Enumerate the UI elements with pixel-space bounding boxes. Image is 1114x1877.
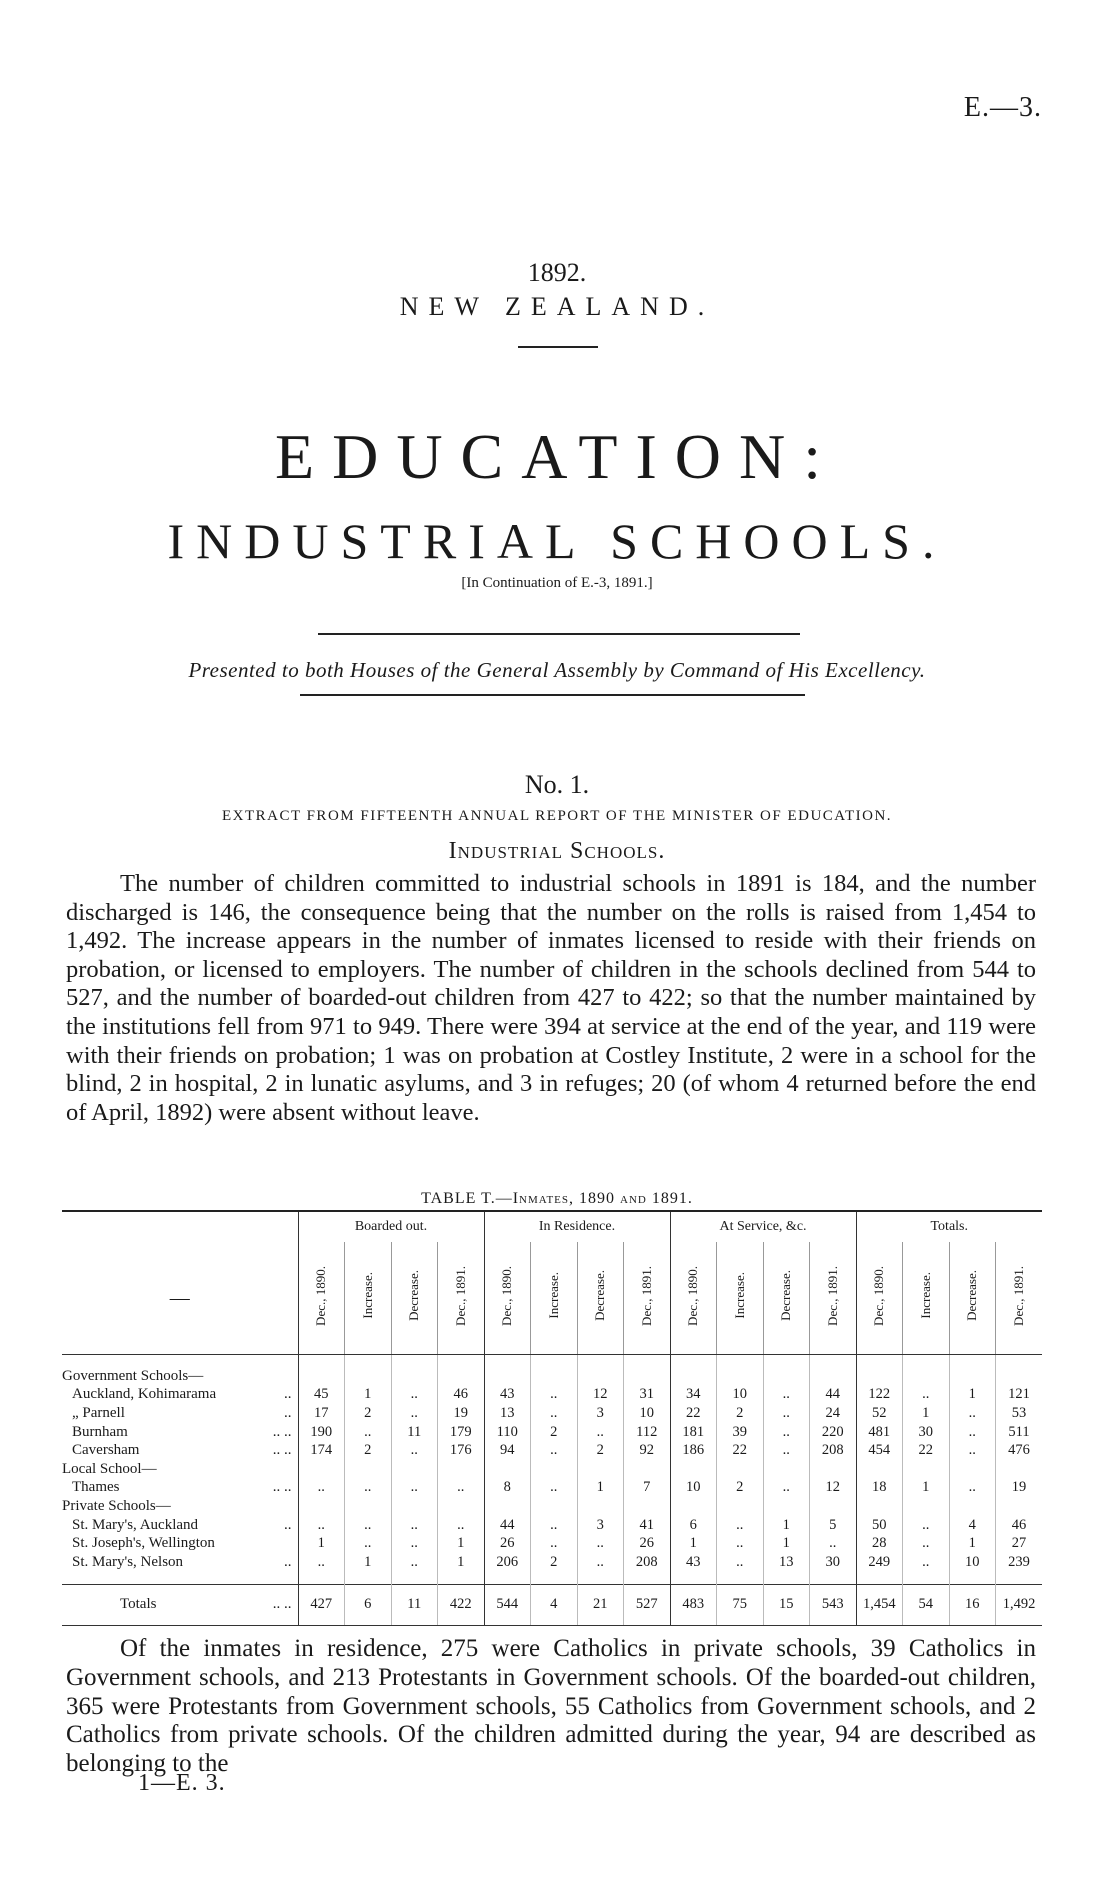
table-cell xyxy=(810,1497,857,1516)
table-cell: 483 xyxy=(670,1584,717,1625)
dot-leader: .. .. xyxy=(272,1596,292,1613)
column-header xyxy=(903,1242,950,1355)
table-cell xyxy=(949,1497,996,1516)
dot-leader: .. xyxy=(284,1553,292,1570)
dot-leader: .. .. xyxy=(272,1442,292,1459)
column-header xyxy=(298,1242,345,1355)
table-cell: .. xyxy=(763,1441,810,1460)
table-cell: .. xyxy=(531,1479,578,1498)
column-header-label: Decrease. xyxy=(406,1270,422,1321)
dot-leader: .. xyxy=(284,1404,292,1421)
table-cell: 7 xyxy=(624,1479,671,1498)
table-cell: 13 xyxy=(763,1553,810,1572)
row-label xyxy=(62,1460,298,1479)
table-row xyxy=(62,1441,1042,1460)
table-cell: 543 xyxy=(810,1584,857,1625)
table-cell xyxy=(438,1460,485,1479)
table-cell xyxy=(810,1367,857,1386)
table-row xyxy=(62,1404,1042,1423)
table-cell xyxy=(391,1497,438,1516)
table-cell: 220 xyxy=(810,1423,857,1442)
table-cell: .. xyxy=(577,1553,624,1572)
table-cell: .. xyxy=(298,1479,345,1498)
presentation-line: Presented to both Houses of the General Assembly by Command of His Excellency. xyxy=(188,658,926,682)
column-header-label: Increase. xyxy=(731,1272,747,1319)
table-cell: 8 xyxy=(484,1479,531,1498)
table-cell: .. xyxy=(949,1479,996,1498)
table-cell xyxy=(624,1497,671,1516)
table-cell: .. xyxy=(717,1534,764,1553)
table-cell: 206 xyxy=(484,1553,531,1572)
table-cell xyxy=(903,1497,950,1516)
table-cell: .. xyxy=(763,1404,810,1423)
table-cell: 476 xyxy=(996,1441,1043,1460)
table-cell: 176 xyxy=(438,1441,485,1460)
table-cell: 121 xyxy=(996,1386,1043,1405)
row-label-text: Government Schools— xyxy=(62,1367,204,1384)
table-cell: 44 xyxy=(484,1516,531,1535)
row-label-text: Private Schools— xyxy=(62,1497,171,1514)
table-cell: 10 xyxy=(624,1404,671,1423)
table-cell: 17 xyxy=(298,1404,345,1423)
table-cell xyxy=(484,1497,531,1516)
country: NEW ZEALAND. xyxy=(399,292,715,321)
column-header-label: Dec., 1891. xyxy=(638,1265,654,1326)
table-cell xyxy=(903,1460,950,1479)
column-header xyxy=(391,1242,438,1355)
table-cell: 19 xyxy=(438,1404,485,1423)
table-cell: 1 xyxy=(949,1534,996,1553)
dot-leader: .. xyxy=(284,1516,292,1533)
table-cell: 208 xyxy=(624,1553,671,1572)
table-cell: 112 xyxy=(624,1423,671,1442)
row-label-text: Burnham xyxy=(72,1423,128,1440)
table-cell: 181 xyxy=(670,1423,717,1442)
table-caption-prefix: TABLE T.— xyxy=(421,1190,513,1207)
table-cell: 27 xyxy=(996,1534,1043,1553)
table-cell: .. xyxy=(391,1386,438,1405)
table-cell: 190 xyxy=(298,1423,345,1442)
column-header xyxy=(996,1242,1043,1355)
table-cell xyxy=(670,1460,717,1479)
table-cell: .. xyxy=(717,1553,764,1572)
column-header xyxy=(856,1242,903,1355)
table-cell: 41 xyxy=(624,1516,671,1535)
table-row xyxy=(62,1497,1042,1516)
table-cell: .. xyxy=(438,1516,485,1535)
table-cell: .. xyxy=(949,1423,996,1442)
table-cell: 4 xyxy=(531,1584,578,1625)
table-cell: 26 xyxy=(624,1534,671,1553)
table-cell: 10 xyxy=(717,1386,764,1405)
table-cell: 481 xyxy=(856,1423,903,1442)
column-header-label: Increase. xyxy=(545,1272,561,1319)
table-cell xyxy=(577,1460,624,1479)
body-paragraph: The number of children committed to industrial schools in 1891 is 184, and the number discharged is 146, the consequence being that the number on the rolls is raised from 1,454 to 1,492. The increase appears in the number of inmates licensed to reside with their friends on probation, or licensed to employers. The number of children in the schools declined from 544 to 527, and the number of boarded-out children from 427 to 422; so that the number maintained by the institutions fell from 971 to 949. There were 394 at service at the end of the year, and 119 were with their friends on probation; 1 was on probation at Costley Institute, 2 were in a school for the blind, 2 in hospital, 2 in lunatic asylums, and 3 in refuges; 20 (of whom 4 returned before the end of April, 1892) were absent without leave. xyxy=(66,870,1036,1126)
table-cell: 31 xyxy=(624,1386,671,1405)
table-cell: 239 xyxy=(996,1553,1043,1572)
row-label xyxy=(62,1441,298,1460)
dot-leader: .. .. xyxy=(272,1423,292,1440)
table-cell xyxy=(391,1367,438,1386)
table-cell: 122 xyxy=(856,1386,903,1405)
table-row xyxy=(62,1423,1042,1442)
table-cell: .. xyxy=(391,1404,438,1423)
group-header: In Residence. xyxy=(484,1211,670,1242)
table-cell: .. xyxy=(391,1516,438,1535)
table-cell xyxy=(763,1460,810,1479)
row-label-text: „ Parnell xyxy=(72,1404,125,1421)
section-heading: Industrial Schools. xyxy=(448,838,666,864)
table-cell: .. xyxy=(298,1553,345,1572)
table-cell: .. xyxy=(531,1534,578,1553)
row-label-text: St. Mary's, Nelson xyxy=(72,1553,184,1570)
table-cell: 1 xyxy=(949,1386,996,1405)
table-cell: 2 xyxy=(577,1441,624,1460)
year: 1892. xyxy=(527,258,587,287)
group-header: Boarded out. xyxy=(298,1211,484,1242)
table-cell: .. xyxy=(763,1423,810,1442)
table-cell xyxy=(577,1497,624,1516)
row-label xyxy=(62,1386,298,1405)
table-cell: .. xyxy=(949,1441,996,1460)
column-header xyxy=(717,1242,764,1355)
table-cell: 18 xyxy=(856,1479,903,1498)
table-cell: 46 xyxy=(438,1386,485,1405)
table-cell xyxy=(810,1460,857,1479)
table-cell xyxy=(996,1367,1043,1386)
table-row xyxy=(62,1386,1042,1405)
table-cell: .. xyxy=(903,1516,950,1535)
table-cell: 2 xyxy=(717,1479,764,1498)
table-cell xyxy=(624,1367,671,1386)
table-cell: 1 xyxy=(903,1479,950,1498)
table-cell xyxy=(996,1460,1043,1479)
table-row xyxy=(62,1460,1042,1479)
table-cell: .. xyxy=(717,1516,764,1535)
column-header-label: Decrease. xyxy=(778,1270,794,1321)
table-cell: 22 xyxy=(903,1441,950,1460)
row-label xyxy=(62,1534,298,1553)
table-cell: 1 xyxy=(903,1404,950,1423)
table-cell: .. xyxy=(763,1386,810,1405)
table-cell xyxy=(484,1367,531,1386)
table-cell xyxy=(345,1367,392,1386)
table-cell: 53 xyxy=(996,1404,1043,1423)
table-cell: 34 xyxy=(670,1386,717,1405)
table-body xyxy=(62,1355,1042,1626)
row-label xyxy=(62,1479,298,1498)
column-header-label: Decrease. xyxy=(592,1270,608,1321)
table-cell: 186 xyxy=(670,1441,717,1460)
divider xyxy=(318,633,800,635)
table-cell: 46 xyxy=(996,1516,1043,1535)
table-cell: 6 xyxy=(670,1516,717,1535)
row-label xyxy=(62,1553,298,1572)
table-row xyxy=(62,1367,1042,1386)
table-cell xyxy=(856,1367,903,1386)
divider xyxy=(300,694,805,696)
section-number: No. 1. xyxy=(524,770,590,799)
column-header-label: Increase. xyxy=(917,1272,933,1319)
document-reference: E.—3. xyxy=(963,92,1042,123)
table-cell: 10 xyxy=(949,1553,996,1572)
table-cell: .. xyxy=(903,1553,950,1572)
row-label-text: Auckland, Kohimarama xyxy=(72,1386,217,1403)
table-cell: 11 xyxy=(391,1584,438,1625)
page-footer: 1—E. 3. xyxy=(138,1770,226,1796)
dot-leader: .. xyxy=(284,1386,292,1403)
column-header xyxy=(763,1242,810,1355)
table-cell xyxy=(531,1367,578,1386)
column-header-label: Decrease. xyxy=(964,1270,980,1321)
group-header: Totals. xyxy=(856,1211,1042,1242)
table-cell xyxy=(763,1367,810,1386)
table-cell: .. xyxy=(903,1386,950,1405)
table-cell xyxy=(949,1367,996,1386)
column-header-label: Increase. xyxy=(359,1272,375,1319)
table-cell: .. xyxy=(345,1479,392,1498)
column-header xyxy=(345,1242,392,1355)
column-header xyxy=(531,1242,578,1355)
column-header-label: Dec., 1891. xyxy=(1011,1265,1026,1326)
table-cell xyxy=(670,1497,717,1516)
table-cell: .. xyxy=(345,1516,392,1535)
table-cell: 1 xyxy=(763,1534,810,1553)
table-cell: 1,492 xyxy=(996,1584,1043,1625)
table-cell xyxy=(298,1497,345,1516)
table-cell: 11 xyxy=(391,1423,438,1442)
table-cell xyxy=(903,1367,950,1386)
table-caption-text: Inmates, 1890 and 1891. xyxy=(512,1190,693,1207)
table-cell: 10 xyxy=(670,1479,717,1498)
table-cell xyxy=(531,1460,578,1479)
table-cell xyxy=(438,1497,485,1516)
table-cell: .. xyxy=(763,1479,810,1498)
table-cell: 527 xyxy=(624,1584,671,1625)
table-cell xyxy=(856,1497,903,1516)
column-header-label: Dec., 1891. xyxy=(452,1265,468,1326)
table-cell: .. xyxy=(577,1534,624,1553)
row-label-text: Caversham xyxy=(72,1442,140,1459)
table-cell: 43 xyxy=(484,1386,531,1405)
table-cell: 19 xyxy=(996,1479,1043,1498)
column-header xyxy=(949,1242,996,1355)
table-cell: 52 xyxy=(856,1404,903,1423)
table-cell: 1 xyxy=(670,1534,717,1553)
table-cell: 2 xyxy=(531,1423,578,1442)
table-cell: 1 xyxy=(298,1534,345,1553)
table-cell xyxy=(996,1497,1043,1516)
column-header-label: Dec., 1890. xyxy=(313,1265,329,1326)
table-cell: 54 xyxy=(903,1584,950,1625)
column-header-label: Dec., 1890. xyxy=(499,1265,515,1326)
continuation-note: [In Continuation of E.-3, 1891.] xyxy=(461,575,653,591)
table-cell: 1 xyxy=(345,1553,392,1572)
table-cell xyxy=(717,1497,764,1516)
table-cell: 3 xyxy=(577,1516,624,1535)
table-cell: 5 xyxy=(810,1516,857,1535)
table-cell: .. xyxy=(903,1534,950,1553)
table-cell: 30 xyxy=(903,1423,950,1442)
group-header: At Service, &c. xyxy=(670,1211,856,1242)
row-label xyxy=(62,1516,298,1535)
table-cell xyxy=(763,1497,810,1516)
table-cell: 26 xyxy=(484,1534,531,1553)
table-cell: .. xyxy=(531,1516,578,1535)
table-cell: 544 xyxy=(484,1584,531,1625)
table-cell: 179 xyxy=(438,1423,485,1442)
column-header xyxy=(438,1242,485,1355)
table-cell: 15 xyxy=(763,1584,810,1625)
table-cell: 12 xyxy=(810,1479,857,1498)
row-label-header: — xyxy=(62,1242,298,1355)
table-cell: 30 xyxy=(810,1553,857,1572)
table-subheader xyxy=(62,1242,1042,1355)
table-caption xyxy=(0,1190,1114,1208)
table-cell: 2 xyxy=(531,1553,578,1572)
table-cell xyxy=(438,1367,485,1386)
divider xyxy=(518,346,598,348)
table-cell: 2 xyxy=(345,1441,392,1460)
row-label xyxy=(62,1367,298,1386)
row-label-text: Thames xyxy=(72,1479,120,1496)
table-cell: 511 xyxy=(996,1423,1043,1442)
table-cell xyxy=(531,1497,578,1516)
table-cell: 208 xyxy=(810,1441,857,1460)
table-cell: 1 xyxy=(577,1479,624,1498)
table-cell: 1 xyxy=(345,1386,392,1405)
table-cell: .. xyxy=(391,1553,438,1572)
table-cell xyxy=(298,1460,345,1479)
table-row xyxy=(62,1553,1042,1572)
table-cell: 28 xyxy=(856,1534,903,1553)
table-cell: 4 xyxy=(949,1516,996,1535)
table-cell: 39 xyxy=(717,1423,764,1442)
table-group-header xyxy=(62,1211,1042,1242)
table-cell xyxy=(949,1460,996,1479)
column-header-label: Dec., 1890. xyxy=(685,1265,701,1326)
table-cell: .. xyxy=(345,1534,392,1553)
table-cell: 1 xyxy=(763,1516,810,1535)
table-cell: 43 xyxy=(670,1553,717,1572)
table-cell: 422 xyxy=(438,1584,485,1625)
table-cell: 249 xyxy=(856,1553,903,1572)
table-cell: 94 xyxy=(484,1441,531,1460)
row-label xyxy=(62,1584,298,1625)
table-cell xyxy=(298,1367,345,1386)
column-header xyxy=(624,1242,671,1355)
page-subtitle: INDUSTRIAL SCHOOLS. xyxy=(167,513,947,569)
table-cell: 2 xyxy=(717,1404,764,1423)
row-label-text: Local School— xyxy=(62,1460,157,1477)
table-cell: 110 xyxy=(484,1423,531,1442)
column-header xyxy=(577,1242,624,1355)
table-cell: 92 xyxy=(624,1441,671,1460)
table-cell: 22 xyxy=(717,1441,764,1460)
table-cell: .. xyxy=(391,1479,438,1498)
table-cell: 50 xyxy=(856,1516,903,1535)
totals-row xyxy=(62,1584,1042,1625)
row-label-text: St. Mary's, Auckland xyxy=(72,1516,199,1533)
table-row xyxy=(62,1516,1042,1535)
table-cell: 21 xyxy=(577,1584,624,1625)
table-cell: 2 xyxy=(345,1404,392,1423)
table-cell: .. xyxy=(949,1404,996,1423)
table-cell: 24 xyxy=(810,1404,857,1423)
table-cell: .. xyxy=(531,1404,578,1423)
table-cell: 1 xyxy=(438,1534,485,1553)
table-cell: .. xyxy=(577,1423,624,1442)
table-cell: .. xyxy=(298,1516,345,1535)
table-cell: 454 xyxy=(856,1441,903,1460)
table-cell: .. xyxy=(345,1423,392,1442)
column-header xyxy=(670,1242,717,1355)
table-cell: 45 xyxy=(298,1386,345,1405)
table-cell xyxy=(345,1460,392,1479)
column-header xyxy=(810,1242,857,1355)
column-header-label: Dec., 1891. xyxy=(824,1265,840,1326)
table-cell: 22 xyxy=(670,1404,717,1423)
row-label-text: Totals xyxy=(120,1596,157,1613)
table-cell: 13 xyxy=(484,1404,531,1423)
table-cell xyxy=(577,1367,624,1386)
table-cell: 3 xyxy=(577,1404,624,1423)
table-row xyxy=(62,1479,1042,1498)
column-header-label: Dec., 1890. xyxy=(871,1265,887,1326)
table-cell xyxy=(856,1460,903,1479)
table-cell: 427 xyxy=(298,1584,345,1625)
page-title: EDUCATION: xyxy=(275,421,839,492)
table-cell xyxy=(717,1367,764,1386)
inmates-table xyxy=(62,1210,1042,1626)
table-cell: .. xyxy=(438,1479,485,1498)
section-extract: EXTRACT FROM FIFTEENTH ANNUAL REPORT OF THE MINISTER OF EDUCATION. xyxy=(221,808,893,824)
table-cell xyxy=(624,1460,671,1479)
table-cell: 16 xyxy=(949,1584,996,1625)
table-cell xyxy=(391,1460,438,1479)
table-cell: .. xyxy=(810,1534,857,1553)
table-cell: .. xyxy=(391,1534,438,1553)
body-paragraph: Of the inmates in residence, 275 were Catholics in private schools, 39 Catholics in Government schools, and 213 Protestants in Government schools. Of the boarded-out children, 365 were Protestants from Government schools, 55 Catholics from Government schools, and 2 Catholics from private schools. Of the children admitted during the year, 94 are described as belonging to the xyxy=(66,1635,1036,1778)
table-cell xyxy=(345,1497,392,1516)
table-cell: .. xyxy=(531,1441,578,1460)
table-cell: 44 xyxy=(810,1386,857,1405)
table-cell: 1,454 xyxy=(856,1584,903,1625)
table-cell: 174 xyxy=(298,1441,345,1460)
table-cell: .. xyxy=(531,1386,578,1405)
table-cell: 75 xyxy=(717,1584,764,1625)
table-cell xyxy=(717,1460,764,1479)
table-cell: 12 xyxy=(577,1386,624,1405)
row-label xyxy=(62,1497,298,1516)
table-cell: 6 xyxy=(345,1584,392,1625)
row-label xyxy=(62,1404,298,1423)
table-cell: 1 xyxy=(438,1553,485,1572)
column-header xyxy=(484,1242,531,1355)
table-row xyxy=(62,1534,1042,1553)
table-cell xyxy=(484,1460,531,1479)
table-cell xyxy=(670,1367,717,1386)
dot-leader: .. .. xyxy=(272,1479,292,1496)
row-label xyxy=(62,1423,298,1442)
row-label-text: St. Joseph's, Wellington xyxy=(72,1535,215,1552)
table-cell: .. xyxy=(391,1441,438,1460)
